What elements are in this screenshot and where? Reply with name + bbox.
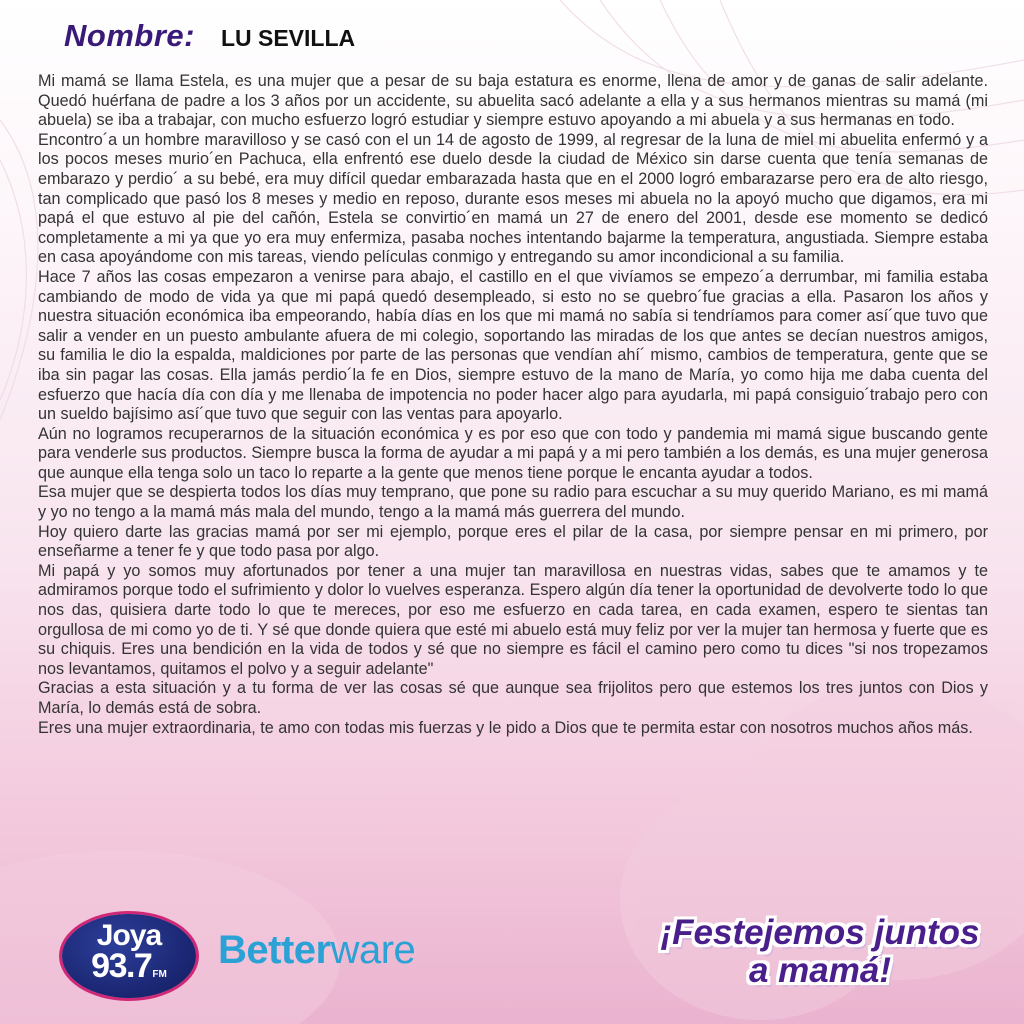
- joya-logo: [62, 914, 196, 998]
- letter-paragraph: Eres una mujer extraordinaria, te amo con todas mis fuerzas y le pido a Dios que te permita estar con nosotros muchos años más.: [38, 718, 973, 737]
- slogan-line2: a mamá!: [748, 951, 892, 990]
- letter-paragraph: Gracias a esta situación y a tu forma de ver las cosas sé que aunque sea frijolitos pero que estemos los tres juntos con Dios y María, lo demás está de sobra.: [38, 679, 988, 717]
- letter-paragraph: Encontro´a un hombre maravilloso y se casó con el un 14 de agosto de 1999, al regresar de la luna de miel mi abuelita enfermó y a los pocos meses murio´en Pachuca, ella enfrentó ese duelo desde la ciudad de México sin darse cuenta que tenía semanas de embarazo y perdio´ a su bebé, era muy difícil quedar embarazada hasta que en el 2000 logró embarazarse pero era de alto riesgo, tan complicado que pasó los 8 meses y medio en reposo, durante esos meses mi abuela no la apoyó mucho que digamos, era mi papá el que estuvo al pie del cañón, Estela se convirtio´en mamá un 27 de enero del 2001, desde ese momento se dedicó completamente a mi ya que yo era muy enfermiza, pasaba noches intentando bajarme la temperatura, angustiada. Siempre estaba en casa apoyándome con mis tareas, viendo películas conmigo y entregando su amor incondicional a su familia.: [38, 130, 988, 267]
- betterware-logo-part2: ware: [330, 928, 416, 972]
- joya-logo-frequency: [91, 946, 167, 991]
- joya-frequency-value: 93.7: [91, 946, 152, 985]
- footer: [0, 900, 1024, 1024]
- letter-paragraph: Aún no logramos recuperarnos de la situación económica y es por eso que con todo y pandemia mi mamá sigue buscando gente para venderle sus productos. Siempre busca la forma de ayudar a mi papá y a mi pero también a los demás, es una mujer generosa que aunque ella tenga solo un taco lo reparte a la gente que menos tiene porque le encanta ayudar a todos.: [38, 424, 988, 482]
- letter-body: [38, 72, 988, 902]
- letter-paragraph: Hace 7 años las cosas empezaron a venirse para abajo, el castillo en el que vivíamos se empezo´a derrumbar, mi familia estaba cambiando de modo de vida ya que mi papá quedó desempleado, si esto no se quebro´fue gracias a ella. Pasaron los años y nuestra situación económica iba empeorando, había días en los que mi mamá no sabía si tendríamos para comer así´que tuvo que salir a vender en un puesto ambulante afuera de mi colegio, soportando las miradas de los que antes se decían nuestros amigos, su familia le dio la espalda, maldiciones por parte de las personas que vendían ahí´ mismo, cambios de temperatura, gente que se iba sin pagar las cosas. Ella jamás perdio´la fe en Dios, siempre estuvo de la mano de María, yo como hija me daba cuenta del esfuerzo que hacía día con día y me llenaba de impotencia no poder hacer algo para ayudarla, mi papá consiguio´trabajo pero con un sueldo bajísimo así´que tuvo que seguir con las ventas para apoyarlo.: [38, 267, 988, 424]
- joya-logo-name: Joya: [96, 918, 162, 952]
- letter-paragraph: Esa mujer que se despierta todos los días muy temprano, que pone su radio para escuchar a su muy querido Mariano, es mi mamá y yo no tengo a la mamá más mala del mundo, tengo a la mamá más guerrera del mundo.: [38, 483, 988, 522]
- name-label: Nombre:: [64, 18, 195, 53]
- author-name: LU SEVILLA: [220, 25, 356, 51]
- joya-fm-label: FM: [152, 968, 167, 980]
- betterware-logo: [218, 928, 415, 973]
- letter-paragraph: Hoy quiero darte las gracias mamá por ser mi ejemplo, porque eres el pilar de la casa, por siempre pensar en mi primero, por enseñarme a tener fe y que todo pasa por algo.: [38, 522, 988, 561]
- letter-paragraph: Mi mamá se llama Estela, es una mujer que a pesar de su baja estatura es enorme, llena de amor y de ganas de salir adelante. Quedó huérfana de padre a los 3 años por un accidente, su abuelita sacó adelante a ella y a sus hermanos mientras su mamá (mi abuela) se iba a trabajar, con mucho esfuerzo logró estudiar y siempre estuvo apoyando a mi abuela y a sus hermanas en todo.: [38, 72, 988, 130]
- header: [64, 18, 355, 62]
- slogan: [640, 914, 1000, 990]
- betterware-logo-part1: Better: [218, 928, 331, 972]
- letter-paragraph: Mi papá y yo somos muy afortunados por tener a una mujer tan maravillosa en nuestras vidas, sabes que te amamos y te admiramos porque todo el sufrimiento y dolor lo vuelves esperanza. Espero algún día tener la oportunidad de devolverte todo lo que nos das, quisiera darte todo lo que te mereces, por eso me esfuerzo en cada tarea, en cada examen, espero te sientas tan orgullosa de mi como yo de ti. Y sé que donde quiera que esté mi abuelo está muy feliz por ver la mujer tan hermosa y fuerte que es su chiquis. Eres una bendición en la vida de todos y sé que no siempre es fácil el camino pero como tu dices "si nos tropezamos nos levantamos, quitamos el polvo y a seguir adelante": [38, 561, 988, 678]
- slogan-line1: ¡Festejemos juntos: [660, 913, 980, 952]
